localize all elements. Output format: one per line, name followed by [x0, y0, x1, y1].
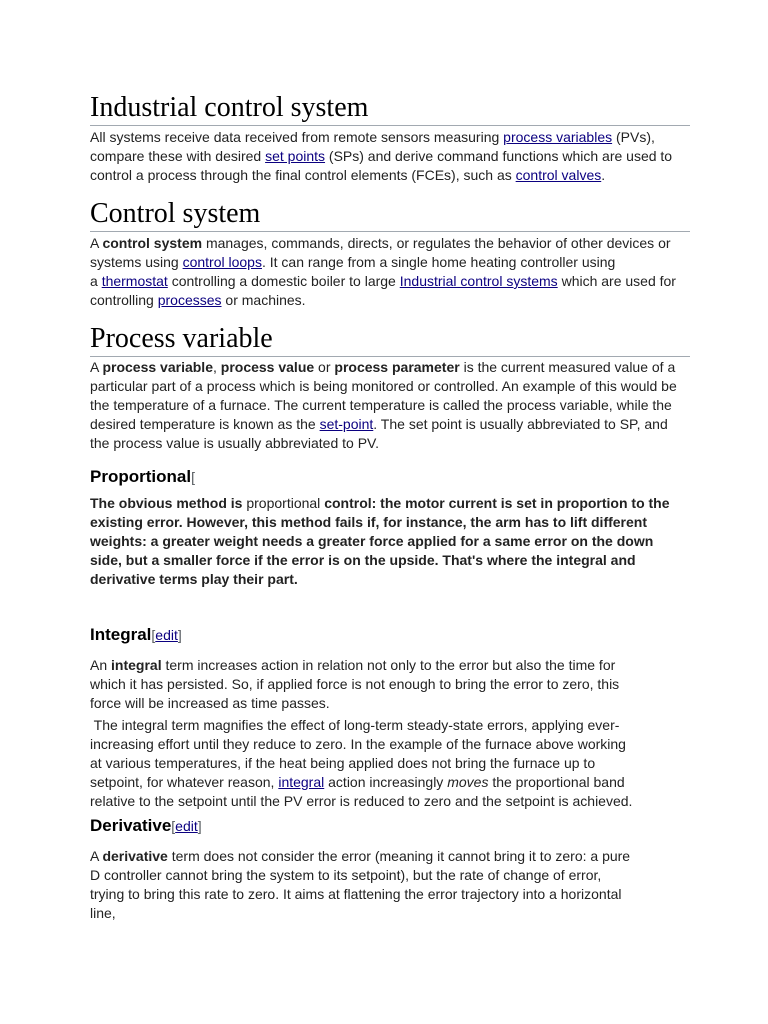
edit-link-derivative[interactable]: edit: [175, 818, 198, 834]
text-span: All systems receive data received from remote sensors measuring: [90, 129, 504, 145]
edit-bracket: ]: [177, 627, 182, 643]
edit-bracket: [: [191, 469, 195, 485]
text-span: A: [90, 848, 103, 864]
text-span: .: [601, 167, 606, 183]
text-line: at various temperatures, if the heat being applied does not bring the furnace up to: [90, 755, 596, 771]
text-line: the process value is usually abbreviated to PV.: [90, 435, 379, 451]
derivative-paragraph: [90, 847, 690, 923]
heading-integral: [90, 624, 690, 646]
heading-text: Derivative: [90, 816, 172, 835]
text-span: (SPs) and derive command functions which are used to: [325, 148, 673, 164]
section-proportional: [90, 466, 690, 488]
text-span: a: [90, 273, 102, 289]
link-processes[interactable]: processes: [157, 292, 222, 308]
text-span: action increasingly: [324, 774, 448, 790]
text-line: [90, 532, 690, 551]
text-span: ,: [212, 359, 221, 375]
link-integral[interactable]: integral: [278, 774, 325, 790]
text-span: derivative terms play their part.: [90, 571, 298, 587]
text-span: systems using: [90, 254, 183, 270]
text-span: or: [314, 359, 335, 375]
section-industrial-control-system: [90, 92, 690, 126]
text-line: [90, 415, 690, 434]
text-line: [90, 513, 690, 532]
integral-paragraph-1: [90, 656, 690, 713]
edit-bracket: ]: [197, 818, 202, 834]
text-span: setpoint, for whatever reason,: [90, 774, 279, 790]
link-control-valves[interactable]: control valves: [515, 167, 602, 183]
text-span: . It can range from a single home heating controller using: [261, 254, 616, 270]
text-line: which it has persisted. So, if applied force is not enough to bring the error to zero, this: [90, 676, 620, 692]
heading-control-system: Control system: [90, 198, 690, 232]
heading-industrial-control-system: Industrial control system: [90, 92, 690, 126]
text-span: the proportional band: [488, 774, 625, 790]
text-span: A: [90, 235, 103, 251]
heading-process-variable: Process variable: [90, 323, 690, 357]
text-span: term increases action in relation not only to the error but also the time for: [161, 657, 616, 673]
text-span: or machines.: [221, 292, 306, 308]
text-line: [90, 570, 690, 589]
text-line: [90, 166, 690, 185]
edit-link-integral[interactable]: edit: [155, 627, 178, 643]
edit-bracket: [: [151, 627, 156, 643]
term-control-system: control system: [102, 235, 203, 251]
section-control-system: [90, 198, 690, 232]
text-span: weights: a greater weight needs a greater force applied for a same error on the down: [90, 533, 654, 549]
text-span: term does not consider the error (meaning it cannot bring it to zero: a pure: [167, 848, 631, 864]
text-line: [90, 358, 690, 377]
section-process-variable: [90, 323, 690, 357]
text-line: increasing effort until they reduce to zero. In the example of the furnace above working: [90, 736, 626, 752]
text-line: [90, 656, 690, 675]
text-span: controlling: [90, 292, 158, 308]
term-derivative: derivative: [102, 848, 168, 864]
section-integral: [90, 624, 690, 646]
text-line: [90, 773, 690, 792]
text-line: force will be increased as time passes.: [90, 695, 330, 711]
term-process-parameter: process parameter: [334, 359, 460, 375]
link-set-point[interactable]: set-point: [319, 416, 374, 432]
section-derivative: [90, 815, 690, 837]
text-line: [90, 272, 690, 291]
text-line: The integral term magnifies the effect of long-term steady-state errors, applying ever-: [90, 717, 620, 733]
ics-paragraph: [90, 128, 690, 185]
pv-paragraph: [90, 358, 690, 453]
text-span: control a process through the final control elements (FCEs), such as: [90, 167, 516, 183]
text-line: line,: [90, 905, 116, 921]
text-span: A: [90, 359, 103, 375]
text-span: . The set point is usually abbreviated to SP, and: [373, 416, 668, 432]
text-line: the temperature of a furnace. The current temperature is called the process variable, while the: [90, 397, 672, 413]
text-line: D controller cannot bring the system to its setpoint), but the rate of change of error,: [90, 867, 602, 883]
text-line: [90, 128, 690, 147]
integral-paragraph-2: [90, 716, 690, 811]
text-span: An: [90, 657, 112, 673]
text-line: [90, 234, 690, 253]
proportional-paragraph: [90, 494, 690, 589]
text-span: (PVs),: [612, 129, 655, 145]
control-paragraph: [90, 234, 690, 310]
emphasis-moves: moves: [447, 774, 489, 790]
heading-text: Proportional: [90, 467, 192, 486]
text-span: desired temperature is known as the: [90, 416, 320, 432]
link-industrial-control-systems[interactable]: Industrial control systems: [399, 273, 558, 289]
text-line: particular part of a process which is being monitored or controlled. An example of this would be: [90, 378, 677, 394]
text-line: [90, 551, 690, 570]
text-span: The obvious method is: [90, 495, 243, 511]
heading-derivative: [90, 815, 690, 837]
text-span: which are used for: [557, 273, 676, 289]
text-span: controlling a domestic boiler to large: [167, 273, 400, 289]
text-line: trying to bring this rate to zero. It aims at flattening the error trajectory into a horizontal: [90, 886, 622, 902]
term-process-value: process value: [220, 359, 315, 375]
heading-text: Integral: [90, 625, 152, 644]
heading-proportional: [90, 466, 690, 488]
term-process-variable: process variable: [102, 359, 213, 375]
text-span: is the current measured value of a: [459, 359, 676, 375]
text-span: manages, commands, directs, or regulates the behavior of other devices or: [202, 235, 671, 251]
link-set-points[interactable]: set points: [265, 148, 326, 164]
text-line: [90, 847, 690, 866]
link-process-variables[interactable]: process variables: [503, 129, 613, 145]
edit-bracket: [: [171, 818, 176, 834]
text-span: proportional: [242, 495, 325, 511]
text-span: existing error. However, this method fails if, for instance, the arm has to lift different: [90, 514, 648, 530]
text-line: [90, 253, 690, 272]
link-thermostat[interactable]: thermostat: [101, 273, 168, 289]
text-span: compare these with desired: [90, 148, 266, 164]
text-line: [90, 291, 690, 310]
link-control-loops[interactable]: control loops: [182, 254, 262, 270]
term-integral: integral: [111, 657, 162, 673]
text-span: control: the motor current is set in proportion to the: [324, 495, 670, 511]
text-line: [90, 147, 690, 166]
text-line: [90, 494, 690, 513]
text-span: side, but a smaller force if the error is on the upside. That's where the integral and: [90, 552, 636, 568]
text-line: relative to the setpoint until the PV error is reduced to zero and the setpoint is achieved.: [90, 793, 633, 809]
